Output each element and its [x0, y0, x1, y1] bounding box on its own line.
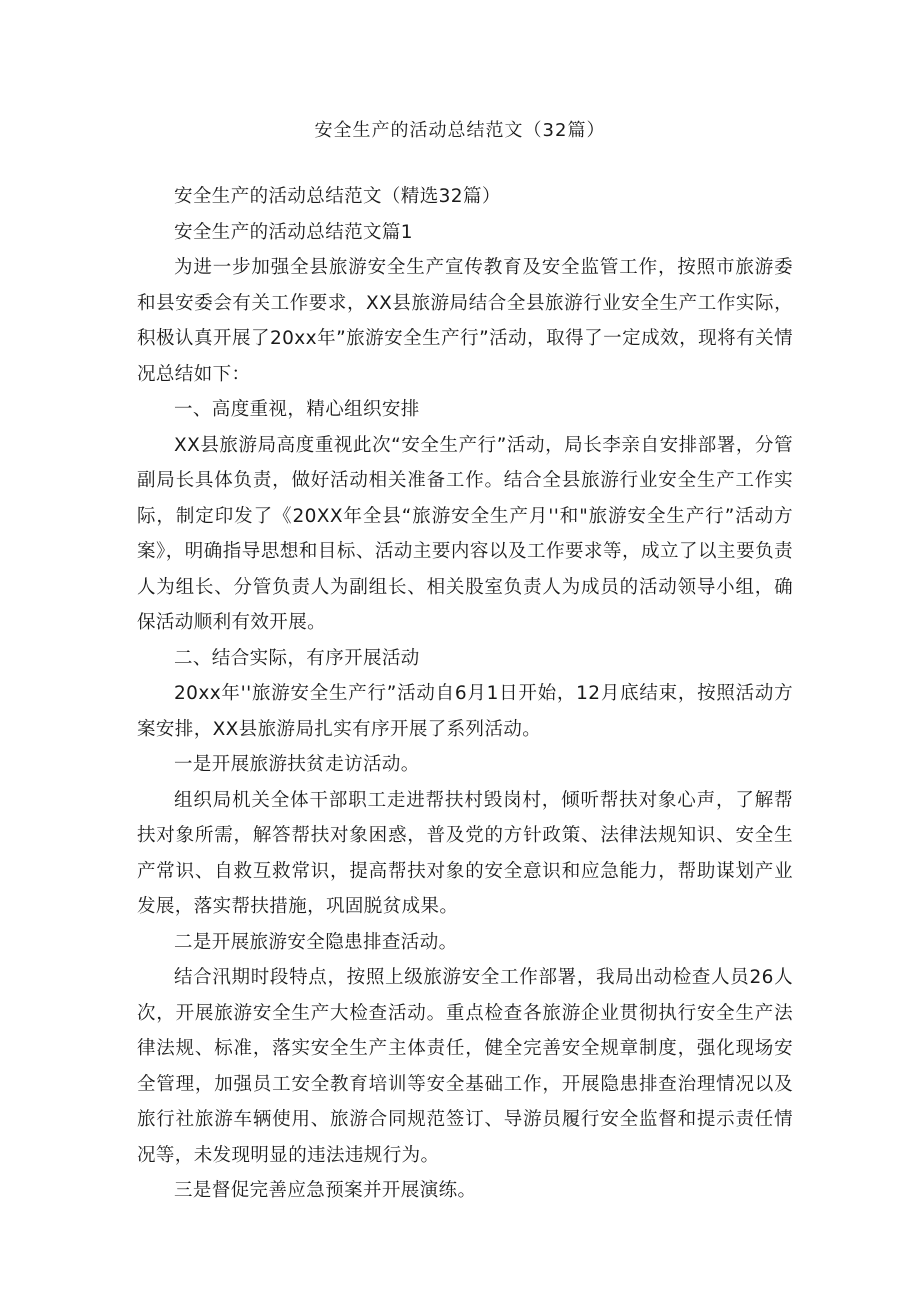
paragraph-article-heading: 安全生产的活动总结范文篇1 [174, 221, 413, 243]
paragraph-section-2: 20xx年''旅游安全生产行”活动自6月1日开始，12月底结束，按照活动方案安排，XX县旅游局扎实有序开展了系列活动。 [137, 683, 793, 740]
paragraph-subsection-1: 组织局机关全体干部职工走进帮扶村毁岗村，倾听帮扶对象心声，了解帮扶对象所需，解答帮扶对象困惑，普及党的方针政策、法律法规知识、安全生产常识、自救互救常识，提高帮扶对象的安全意识和应急能力，帮助谋划产业发展，落实帮扶措施，巩固脱贫成果。 [137, 789, 793, 917]
section-heading-2: 二、结合实际，有序开展活动 [174, 647, 420, 669]
subheading-3: 三是督促完善应急预案并开展演练。 [174, 1180, 477, 1201]
paragraph-intro: 为进一步加强全县旅游安全生产宣传教育及安全监管工作，按照市旅游委和县安委会有关工作要求，XX县旅游局结合全县旅游行业安全生产工作实际，积极认真开展了20xx年”旅游安全生产行”活动，取得了一定成效，现将有关情况总结如下： [137, 257, 793, 385]
paragraph-subsection-2: 结合汛期时段特点，按照上级旅游安全工作部署，我局出动检查人员26人次，开展旅游安全生产大检查活动。重点检查各旅游企业贯彻执行安全生产法律法规、标准，落实安全生产主体责任，健全完善安全规章制度，强化现场安全管理，加强员工安全教育培训等安全基础工作，开展隐患排查治理情况以及旅行社旅游车辆使用、旅游合同规范签订、导游员履行安全监督和提示责任情况等，未发现明显的违法违规行为。 [137, 967, 793, 1166]
section-heading-1: 一、高度重视，精心组织安排 [174, 399, 420, 420]
document-title: 安全生产的活动总结范文（32篇） [314, 120, 606, 141]
subheading-1: 一是开展旅游扶贫走访活动。 [174, 754, 420, 775]
paragraph-subtitle: 安全生产的活动总结范文（精选32篇） [174, 186, 501, 207]
document-body [137, 179, 793, 1209]
subheading-2: 二是开展旅游安全隐患排查活动。 [174, 931, 458, 953]
paragraph-section-1: XX县旅游局高度重视此次“安全生产行”活动，局长李亲自安排部署，分管副局长具体负责，做好活动相关准备工作。结合全县旅游行业安全生产工作实际，制定印发了《20XX年全县“旅游安全生产月''和"旅游安全生产行”活动方案》，明确指导思想和目标、活动主要内容以及工作要求等，成立了以主要负责人为组长、分管负责人为副组长、相关股室负责人为成员的活动领导小组，确保活动顺利有效开展。 [137, 434, 793, 633]
